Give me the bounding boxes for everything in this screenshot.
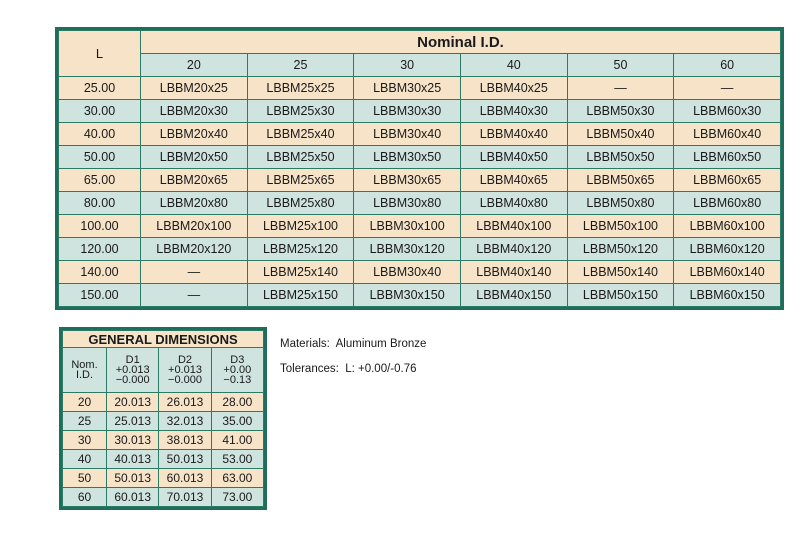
dimension-cell: 26.013 bbox=[159, 393, 211, 412]
dimension-cell: 41.00 bbox=[211, 431, 263, 450]
part-number-cell: LBBM60x120 bbox=[674, 238, 781, 261]
part-number-cell: LBBM20x80 bbox=[141, 192, 248, 215]
size-header: 50 bbox=[567, 54, 674, 77]
part-number-cell: LBBM50x120 bbox=[567, 238, 674, 261]
dimension-cell: 20.013 bbox=[107, 393, 159, 412]
dimension-cell: 30.013 bbox=[107, 431, 159, 450]
part-number-cell: LBBM40x40 bbox=[460, 123, 567, 146]
part-number-cell: — bbox=[141, 284, 248, 307]
general-dimensions-body bbox=[63, 393, 264, 507]
part-number-cell: LBBM60x80 bbox=[674, 192, 781, 215]
part-number-cell: LBBM25x50 bbox=[247, 146, 354, 169]
general-dimensions-header-row bbox=[63, 348, 264, 393]
table-row bbox=[59, 169, 781, 192]
part-number-cell: LBBM30x40 bbox=[354, 123, 461, 146]
dimension-cell: 53.00 bbox=[211, 450, 263, 469]
part-number-cell: LBBM50x140 bbox=[567, 261, 674, 284]
size-header: 20 bbox=[141, 54, 248, 77]
table-row bbox=[59, 284, 781, 307]
part-number-cell: LBBM50x80 bbox=[567, 192, 674, 215]
part-number-cell: LBBM40x120 bbox=[460, 238, 567, 261]
part-number-cell: LBBM30x25 bbox=[354, 77, 461, 100]
tolerances-value: L: +0.00/-0.76 bbox=[345, 363, 417, 375]
part-number-table-frame bbox=[55, 27, 784, 310]
part-number-cell: LBBM25x40 bbox=[247, 123, 354, 146]
length-cell: 120.00 bbox=[59, 238, 141, 261]
part-number-cell: LBBM25x100 bbox=[247, 215, 354, 238]
part-number-cell: LBBM50x65 bbox=[567, 169, 674, 192]
table-row bbox=[59, 192, 781, 215]
part-number-cell: LBBM60x50 bbox=[674, 146, 781, 169]
dimension-header-line: D3 bbox=[230, 354, 245, 366]
part-number-cell: LBBM25x120 bbox=[247, 238, 354, 261]
part-number-cell: LBBM40x80 bbox=[460, 192, 567, 215]
table-row bbox=[59, 261, 781, 284]
part-number-cell: LBBM30x100 bbox=[354, 215, 461, 238]
part-number-cell: LBBM25x140 bbox=[247, 261, 354, 284]
table-row bbox=[63, 412, 264, 431]
part-number-cell: LBBM30x65 bbox=[354, 169, 461, 192]
size-header: 30 bbox=[354, 54, 461, 77]
table-row bbox=[63, 488, 264, 507]
part-number-cell: LBBM40x140 bbox=[460, 261, 567, 284]
table-row bbox=[63, 393, 264, 412]
general-dimensions-frame bbox=[59, 327, 267, 510]
part-number-cell: LBBM50x30 bbox=[567, 100, 674, 123]
length-cell: 150.00 bbox=[59, 284, 141, 307]
part-number-cell: LBBM20x40 bbox=[141, 123, 248, 146]
dimension-header bbox=[107, 348, 159, 393]
part-number-cell: LBBM60x30 bbox=[674, 100, 781, 123]
dimension-header-line: +0.013 bbox=[168, 364, 202, 376]
length-column-header: L bbox=[59, 31, 141, 77]
dimension-header-line: +0.013 bbox=[115, 364, 150, 376]
dimension-header-line: −0.13 bbox=[223, 374, 252, 386]
part-number-table bbox=[58, 30, 781, 307]
dimension-header bbox=[63, 348, 107, 393]
dimension-cell: 63.00 bbox=[211, 469, 263, 488]
part-number-cell: LBBM25x25 bbox=[247, 77, 354, 100]
dimension-cell: 60.013 bbox=[107, 488, 159, 507]
dimension-cell: 30 bbox=[63, 431, 107, 450]
dimension-cell: 40.013 bbox=[107, 450, 159, 469]
part-number-cell: LBBM50x150 bbox=[567, 284, 674, 307]
length-cell: 100.00 bbox=[59, 215, 141, 238]
size-header: 40 bbox=[460, 54, 567, 77]
part-number-cell: LBBM40x150 bbox=[460, 284, 567, 307]
materials-label: Materials: bbox=[280, 338, 330, 350]
part-number-cell: LBBM40x65 bbox=[460, 169, 567, 192]
dimension-header-line: I.D. bbox=[75, 369, 94, 381]
table-row bbox=[59, 77, 781, 100]
part-number-cell: LBBM20x120 bbox=[141, 238, 248, 261]
dimension-header bbox=[211, 348, 263, 393]
table-row bbox=[59, 100, 781, 123]
length-cell: 140.00 bbox=[59, 261, 141, 284]
part-number-cell: LBBM25x150 bbox=[247, 284, 354, 307]
part-number-cell: LBBM20x50 bbox=[141, 146, 248, 169]
part-number-cell: LBBM50x40 bbox=[567, 123, 674, 146]
part-number-cell: — bbox=[141, 261, 248, 284]
table-row bbox=[59, 215, 781, 238]
dimension-header-line: D1 bbox=[125, 354, 140, 366]
part-number-cell: LBBM60x65 bbox=[674, 169, 781, 192]
dimension-header-line: D2 bbox=[177, 354, 193, 366]
part-number-cell: — bbox=[567, 77, 674, 100]
tolerances-note bbox=[280, 363, 417, 375]
part-number-cell: LBBM60x140 bbox=[674, 261, 781, 284]
table-row bbox=[63, 469, 264, 488]
dimension-cell: 73.00 bbox=[211, 488, 263, 507]
dimension-cell: 20 bbox=[63, 393, 107, 412]
dimension-cell: 35.00 bbox=[211, 412, 263, 431]
general-dimensions-title: GENERAL DIMENSIONS bbox=[63, 331, 264, 348]
dimension-cell: 25 bbox=[63, 412, 107, 431]
length-cell: 30.00 bbox=[59, 100, 141, 123]
table-row bbox=[59, 123, 781, 146]
materials-value: Aluminum Bronze bbox=[335, 338, 427, 350]
dimension-header-line: +0.00 bbox=[223, 364, 252, 376]
general-dimensions-table bbox=[62, 330, 264, 507]
materials-note bbox=[280, 338, 426, 350]
part-number-cell: LBBM30x150 bbox=[354, 284, 461, 307]
part-number-cell: LBBM50x100 bbox=[567, 215, 674, 238]
dimension-cell: 50.013 bbox=[159, 450, 211, 469]
table-row bbox=[59, 238, 781, 261]
table-row bbox=[63, 431, 264, 450]
dimension-cell: 38.013 bbox=[159, 431, 211, 450]
dimension-cell: 50 bbox=[63, 469, 107, 488]
length-cell: 50.00 bbox=[59, 146, 141, 169]
dimension-cell: 70.013 bbox=[159, 488, 211, 507]
part-number-cell: LBBM60x100 bbox=[674, 215, 781, 238]
part-number-cell: LBBM30x30 bbox=[354, 100, 461, 123]
part-number-cell: LBBM30x50 bbox=[354, 146, 461, 169]
part-number-cell: LBBM40x50 bbox=[460, 146, 567, 169]
part-number-cell: LBBM30x120 bbox=[354, 238, 461, 261]
part-number-cell: LBBM25x65 bbox=[247, 169, 354, 192]
table-row bbox=[63, 450, 264, 469]
length-cell: 80.00 bbox=[59, 192, 141, 215]
dimension-cell: 32.013 bbox=[159, 412, 211, 431]
size-header: 25 bbox=[247, 54, 354, 77]
dimension-header-line: −0.000 bbox=[115, 374, 150, 386]
part-number-cell: LBBM20x30 bbox=[141, 100, 248, 123]
part-number-cell: LBBM20x65 bbox=[141, 169, 248, 192]
part-number-cell: LBBM60x40 bbox=[674, 123, 781, 146]
part-number-cell: LBBM50x50 bbox=[567, 146, 674, 169]
length-cell: 25.00 bbox=[59, 77, 141, 100]
tolerances-label: Tolerances: bbox=[280, 363, 339, 375]
part-number-cell: LBBM40x30 bbox=[460, 100, 567, 123]
dimension-header bbox=[159, 348, 211, 393]
dimension-cell: 60.013 bbox=[159, 469, 211, 488]
part-number-cell: LBBM40x100 bbox=[460, 215, 567, 238]
dimension-cell: 60 bbox=[63, 488, 107, 507]
size-header: 60 bbox=[674, 54, 781, 77]
dimension-cell: 25.013 bbox=[107, 412, 159, 431]
dimension-header-line: Nom. bbox=[71, 359, 98, 371]
part-number-cell: LBBM30x80 bbox=[354, 192, 461, 215]
part-number-cell: LBBM20x25 bbox=[141, 77, 248, 100]
dimension-cell: 40 bbox=[63, 450, 107, 469]
dimension-header-line: −0.000 bbox=[168, 374, 202, 386]
dimension-cell: 28.00 bbox=[211, 393, 263, 412]
length-cell: 40.00 bbox=[59, 123, 141, 146]
nominal-id-header: Nominal I.D. bbox=[141, 31, 781, 54]
part-number-table-body bbox=[59, 77, 781, 307]
part-number-cell: LBBM30x40 bbox=[354, 261, 461, 284]
part-number-cell: LBBM25x80 bbox=[247, 192, 354, 215]
part-number-cell: LBBM20x100 bbox=[141, 215, 248, 238]
dimension-cell: 50.013 bbox=[107, 469, 159, 488]
table-row bbox=[59, 146, 781, 169]
part-number-cell: — bbox=[674, 77, 781, 100]
part-number-cell: LBBM25x30 bbox=[247, 100, 354, 123]
part-number-cell: LBBM60x150 bbox=[674, 284, 781, 307]
part-number-cell: LBBM40x25 bbox=[460, 77, 567, 100]
length-cell: 65.00 bbox=[59, 169, 141, 192]
